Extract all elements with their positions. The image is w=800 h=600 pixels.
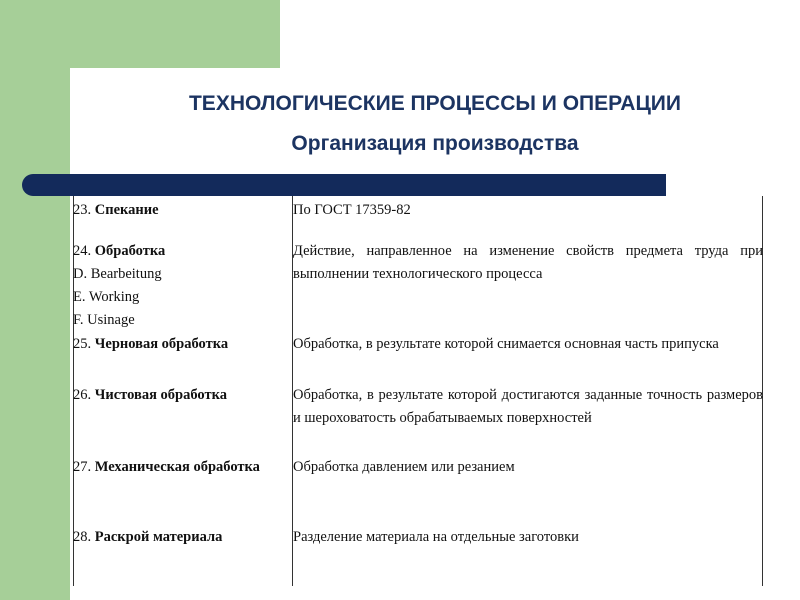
- term-cell: [73, 456, 263, 479]
- term-name: Раскрой материала: [94, 529, 223, 545]
- definition-text: Обработка, в результате которой снимается основная часть припуска: [293, 336, 719, 352]
- definition-cell: [293, 384, 763, 430]
- definition-text: Разделение материала на отдельные заготовки: [293, 529, 579, 545]
- green-top-band: [0, 0, 280, 68]
- definition-cell: [293, 240, 763, 286]
- term-cell: [73, 526, 287, 549]
- term-cell: [73, 240, 287, 332]
- slide-subtitle: Организация производства: [291, 132, 579, 155]
- definition-cell: [293, 333, 763, 356]
- definition-text: Действие, направленное на изменение свойств предмета труда при выполнении технологического процесса: [293, 243, 763, 282]
- term-number: 27.: [73, 459, 95, 475]
- definition-cell: [293, 526, 763, 549]
- definition-text: Обработка давлением или резанием: [293, 459, 515, 475]
- term-number: 23.: [73, 202, 95, 218]
- term-name: Черновая обработка: [94, 336, 229, 352]
- translation-fr: F. Usinage: [73, 312, 135, 328]
- green-side-band: [0, 0, 70, 600]
- terms-table: [70, 196, 770, 600]
- definition-text: По ГОСТ 17359-82: [293, 202, 411, 218]
- definition-text: Обработка, в результате которой достигаются заданные точность размеров и шероховатость обрабатываемых поверхностей: [293, 387, 763, 426]
- definition-cell: [293, 199, 763, 222]
- term-number: 26.: [73, 387, 95, 403]
- term-cell: [73, 384, 287, 407]
- term-name: Спекание: [94, 202, 159, 218]
- slide-title: ТЕХНОЛОГИЧЕСКИЕ ПРОЦЕССЫ И ОПЕРАЦИИ: [188, 92, 681, 115]
- definition-cell: [293, 456, 763, 479]
- term-name: Обработка: [94, 243, 166, 259]
- term-cell: [73, 199, 287, 222]
- term-number: 25.: [73, 336, 95, 352]
- header-bar: [22, 174, 666, 196]
- term-name: Чистовая обработка: [94, 387, 227, 403]
- term-cell: [73, 333, 287, 356]
- term-name: Механическая обработка: [94, 459, 260, 475]
- term-number: 24.: [73, 243, 95, 259]
- translation-de: D. Bearbeitung: [73, 266, 162, 282]
- term-number: 28.: [73, 529, 95, 545]
- translation-en: E. Working: [73, 289, 140, 305]
